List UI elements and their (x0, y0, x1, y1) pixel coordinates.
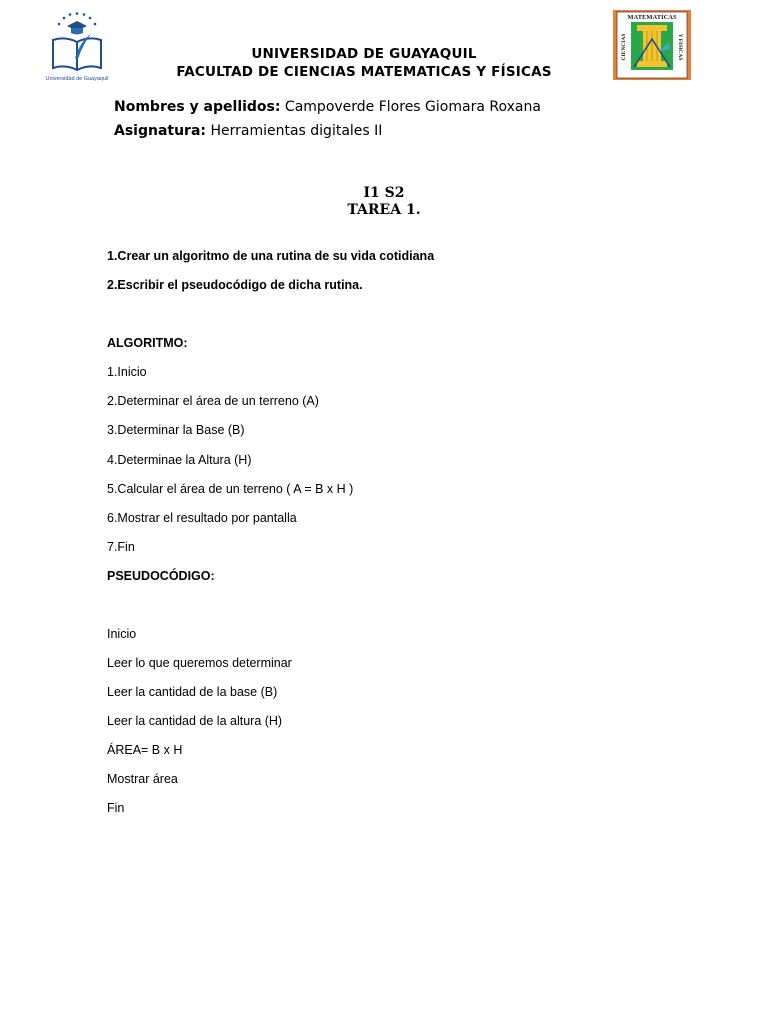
instruction-item: 2.Escribir el pseudocódigo de dicha rutina. (107, 278, 363, 292)
algorithm-heading: ALGORITMO: (107, 336, 188, 350)
student-name-field (114, 98, 541, 116)
pseudocode-line: Leer lo que queremos determinar (107, 656, 292, 670)
subject-field (114, 122, 382, 140)
assignment-code: I1 S2 (363, 185, 405, 201)
algorithm-step: 5.Calcular el área de un terreno ( A = B x H ) (107, 482, 354, 496)
algorithm-step: 6.Mostrar el resultado por pantalla (107, 511, 297, 525)
algorithm-step: 3.Determinar la Base (B) (107, 423, 245, 437)
faculty-logo-top-text: MATEMATICAS (627, 14, 677, 21)
pseudocode-line: Leer la cantidad de la altura (H) (107, 714, 283, 728)
student-name-value: Campoverde Flores Giomara Roxana (280, 99, 541, 115)
faculty-logo-left-text: CIENCIAS (621, 33, 627, 61)
pseudocode-line: Inicio (107, 627, 137, 641)
pseudocode-line: Mostrar área (107, 772, 178, 786)
pseudocode-line: ÁREA= B x H (107, 743, 183, 757)
assignment-title: TAREA 1. (347, 202, 421, 218)
instruction-item: 1.Crear un algoritmo de una rutina de su vida cotidiana (107, 249, 435, 263)
pseudocode-heading: PSEUDOCÓDIGO: (107, 569, 215, 583)
faculty-logo-right-text: Y FISICAS (677, 33, 683, 61)
subject-label: Asignatura: (114, 123, 207, 139)
algorithm-step: 4.Determinae la Altura (H) (107, 453, 252, 467)
algorithm-step: 7.Fin (107, 540, 135, 554)
university-logo-caption: Universidad de Guayaquil (45, 76, 109, 82)
pseudocode-line: Leer la cantidad de la base (B) (107, 685, 278, 699)
student-name-label: Nombres y apellidos: (114, 99, 281, 115)
university-name: UNIVERSIDAD DE GUAYAQUIL (251, 46, 477, 62)
algorithm-step: 2.Determinar el área de un terreno (A) (107, 394, 319, 408)
pseudocode-line: Fin (107, 801, 125, 815)
subject-value: Herramientas digitales II (206, 123, 383, 139)
algorithm-step: 1.Inicio (107, 365, 147, 379)
faculty-name: FACULTAD DE CIENCIAS MATEMATICAS Y FÍSICAS (176, 64, 552, 80)
graduation-cap-icon (67, 21, 87, 35)
